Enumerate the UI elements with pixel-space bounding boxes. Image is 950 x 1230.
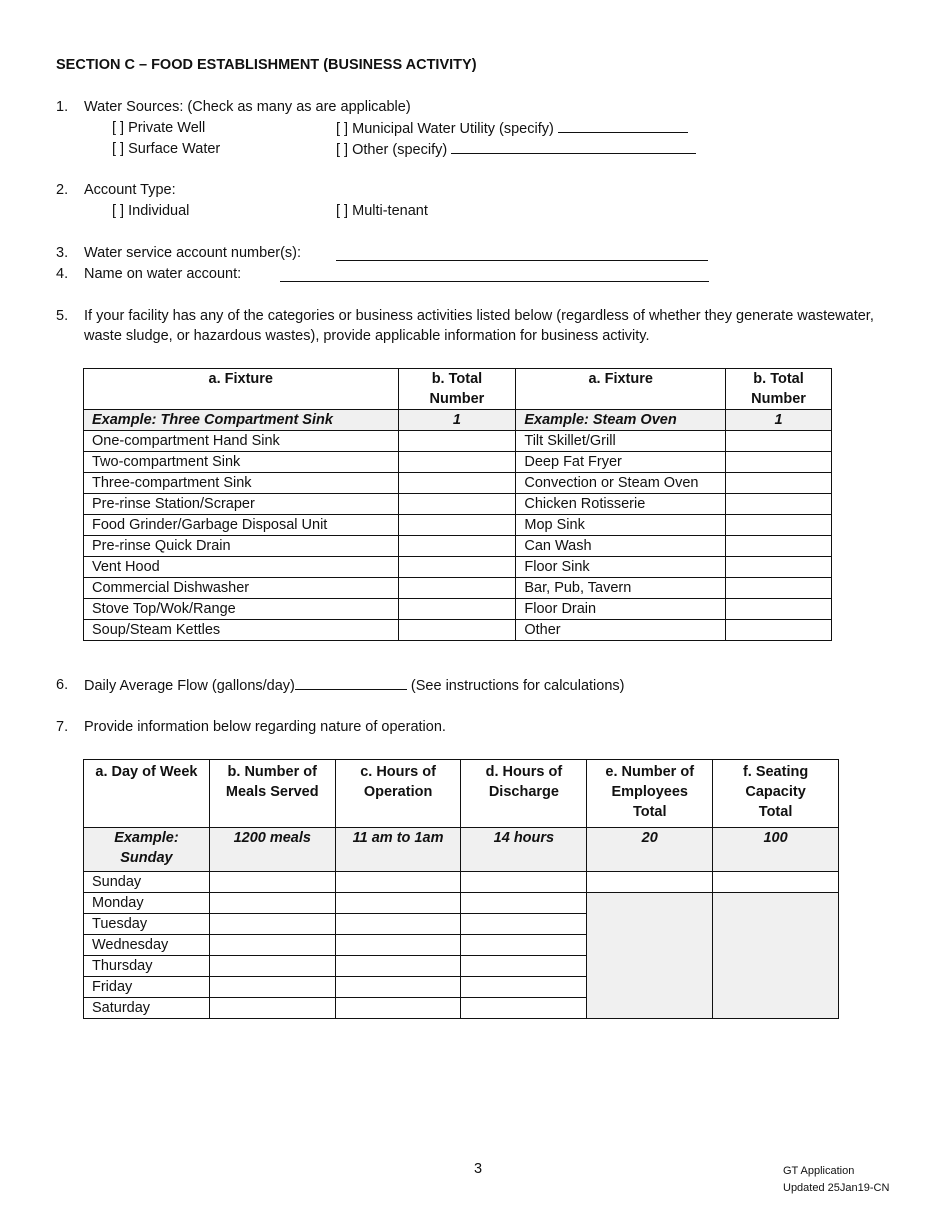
fixture-row [84, 578, 832, 599]
section-title: SECTION C – FOOD ESTABLISHMENT (BUSINESS ACTIVITY) [56, 57, 477, 73]
account-name-field[interactable] [280, 269, 709, 282]
footer-updated: Updated 25Jan19-CN [783, 1182, 890, 1194]
checkbox-individual[interactable]: [ ] Individual [112, 203, 190, 219]
checkbox-surface-water[interactable]: [ ] Surface Water [112, 141, 221, 157]
example-employees: 20 [587, 828, 713, 872]
q5-text-line1: If your facility has any of the categories or business activities listed below (regardless of whether they generate wastewater, [84, 308, 874, 324]
day-label: Sunday [84, 872, 210, 893]
fixture-row [84, 557, 832, 578]
hours-discharge-cell[interactable] [461, 872, 587, 893]
checkbox-other-source[interactable] [336, 141, 696, 158]
fixture-name-right: Deep Fat Fryer [516, 452, 726, 473]
fixture-count-right[interactable] [726, 620, 832, 641]
fixture-row [84, 599, 832, 620]
header-day-of-week-line: a. Day of Week [95, 764, 198, 780]
fixture-name-right: Mop Sink [516, 515, 726, 536]
example-fixture-left: Example: Three Compartment Sink [84, 410, 399, 431]
hours-operation-cell[interactable] [335, 914, 461, 935]
operation-day-row [84, 893, 839, 914]
example-total-right: 1 [726, 410, 832, 431]
example-hours-discharge: 14 hours [461, 828, 587, 872]
fixture-table [83, 368, 832, 641]
header-total-left [398, 369, 516, 410]
fixture-count-left[interactable] [398, 599, 516, 620]
fixture-name-left: Two-compartment Sink [84, 452, 399, 473]
fixture-count-right[interactable] [726, 473, 832, 494]
employees-cell[interactable] [587, 872, 713, 893]
hours-discharge-cell[interactable] [461, 977, 587, 998]
checkbox-municipal-water[interactable] [336, 120, 688, 137]
q6-note: (See instructions for calculations) [410, 678, 625, 694]
operation-example-row [84, 828, 839, 872]
example-fixture-right: Example: Steam Oven [516, 410, 726, 431]
fixture-name-left: Pre-rinse Station/Scraper [84, 494, 399, 515]
fixture-name-left: Vent Hood [84, 557, 399, 578]
fixture-name-left: Stove Top/Wok/Range [84, 599, 399, 620]
fixture-count-right[interactable] [726, 494, 832, 515]
q7-number: 7. [56, 719, 69, 735]
hours-operation-cell[interactable] [335, 956, 461, 977]
example-day-line1: Example: [114, 830, 179, 846]
fixture-name-left: Food Grinder/Garbage Disposal Unit [84, 515, 399, 536]
header-total-right-line1: b. Total [753, 371, 804, 387]
meals-served-cell[interactable] [209, 998, 335, 1019]
operation-table [83, 759, 839, 1019]
example-meals: 1200 meals [209, 828, 335, 872]
q1-label: Water Sources: (Check as many as are applicable) [84, 99, 411, 115]
hours-discharge-cell[interactable] [461, 998, 587, 1019]
hours-discharge-cell[interactable] [461, 893, 587, 914]
fixture-count-right[interactable] [726, 557, 832, 578]
hours-discharge-cell[interactable] [461, 935, 587, 956]
fixture-name-left: Soup/Steam Kettles [84, 620, 399, 641]
fixture-name-right: Floor Drain [516, 599, 726, 620]
hours-operation-cell[interactable] [335, 872, 461, 893]
fixture-count-left[interactable] [398, 557, 516, 578]
fixture-name-left: Three-compartment Sink [84, 473, 399, 494]
q2-number: 2. [56, 182, 69, 198]
fixture-count-left[interactable] [398, 620, 516, 641]
header-employees-line: Employees [611, 784, 689, 800]
fixture-count-right[interactable] [726, 431, 832, 452]
q4-label: Name on water account: [84, 266, 242, 282]
header-hours-operation-line: c. Hours of [360, 764, 436, 780]
fixture-row [84, 473, 832, 494]
q7-label: Provide information below regarding nature of operation. [84, 719, 446, 735]
header-fixture-right [516, 369, 726, 410]
hours-discharge-cell[interactable] [461, 956, 587, 977]
header-meals-served-line: Meals Served [225, 784, 319, 800]
other-specify-field[interactable] [451, 141, 696, 154]
seating-cell[interactable] [713, 872, 839, 893]
fixture-row [84, 431, 832, 452]
fixture-row [84, 536, 832, 557]
fixture-count-left[interactable] [398, 536, 516, 557]
checkbox-multi-tenant[interactable]: [ ] Multi-tenant [336, 203, 428, 219]
header-employees-line: Total [632, 804, 667, 820]
fixture-name-left: Pre-rinse Quick Drain [84, 536, 399, 557]
header-fixture-left [84, 369, 399, 410]
q4-number: 4. [56, 266, 69, 282]
header-total-left-line1: b. Total [431, 371, 483, 387]
header-total-right-line2: Number [751, 391, 806, 407]
example-day [84, 828, 210, 872]
day-label: Friday [84, 977, 210, 998]
fixture-row [84, 452, 832, 473]
q5-text-line2: waste sludge, or hazardous wastes), provide applicable information for business activity. [84, 328, 650, 344]
header-employees [587, 760, 713, 828]
fixture-name-right: Convection or Steam Oven [516, 473, 726, 494]
header-hours-discharge-line: d. Hours of [485, 764, 563, 780]
day-label: Thursday [84, 956, 210, 977]
fixture-count-left[interactable] [398, 473, 516, 494]
day-label: Saturday [84, 998, 210, 1019]
meals-served-cell[interactable] [209, 893, 335, 914]
page-number: 3 [474, 1161, 483, 1177]
header-fixture-right-text: a. Fixture [588, 371, 653, 387]
fixture-count-left[interactable] [398, 578, 516, 599]
fixture-row [84, 494, 832, 515]
header-hours-operation [335, 760, 461, 828]
example-seating: 100 [713, 828, 839, 872]
header-fixture-left-text: a. Fixture [208, 371, 273, 387]
q3-number: 3. [56, 245, 69, 261]
footer-doc-name: GT Application [783, 1165, 855, 1177]
header-seating-line: Total [758, 804, 793, 820]
operation-day-row [84, 872, 839, 893]
fixture-name-left: Commercial Dishwasher [84, 578, 399, 599]
meals-served-cell[interactable] [209, 914, 335, 935]
hours-operation-cell[interactable] [335, 893, 461, 914]
fixture-count-left[interactable] [398, 515, 516, 536]
checkbox-municipal-label: [ ] Municipal Water Utility (specify) [336, 121, 554, 137]
fixture-count-right[interactable] [726, 536, 832, 557]
header-hours-discharge [461, 760, 587, 828]
q6-number: 6. [56, 677, 69, 693]
q6-row [84, 677, 625, 694]
fixture-name-right: Can Wash [516, 536, 726, 557]
q2-label: Account Type: [84, 182, 176, 198]
meals-served-cell[interactable] [209, 977, 335, 998]
fixture-count-right[interactable] [726, 599, 832, 620]
operation-table-header [84, 760, 839, 828]
fixture-name-right: Chicken Rotisserie [516, 494, 726, 515]
fixture-row [84, 515, 832, 536]
seating-merged-cell [713, 893, 839, 1019]
fixture-name-left: One-compartment Hand Sink [84, 431, 399, 452]
hours-operation-cell[interactable] [335, 977, 461, 998]
q3-label: Water service account number(s): [84, 245, 302, 261]
meals-served-cell[interactable] [209, 956, 335, 977]
meals-served-cell[interactable] [209, 872, 335, 893]
meals-served-cell[interactable] [209, 935, 335, 956]
header-hours-discharge-line: Discharge [488, 784, 559, 800]
fixture-name-right: Bar, Pub, Tavern [516, 578, 726, 599]
day-label: Tuesday [84, 914, 210, 935]
fixture-name-right: Tilt Skillet/Grill [516, 431, 726, 452]
fixture-count-left[interactable] [398, 494, 516, 515]
checkbox-other-label: [ ] Other (specify) [336, 142, 448, 158]
checkbox-private-well[interactable]: [ ] Private Well [112, 120, 206, 136]
q5-number: 5. [56, 308, 69, 324]
header-total-right [726, 369, 832, 410]
header-meals-served [209, 760, 335, 828]
hours-discharge-cell[interactable] [461, 914, 587, 935]
daily-flow-field[interactable] [295, 677, 407, 690]
fixture-count-left[interactable] [398, 452, 516, 473]
header-seating [713, 760, 839, 828]
header-meals-served-line: b. Number of [227, 764, 317, 780]
q6-label: Daily Average Flow (gallons/day) [84, 678, 295, 694]
example-day-line2: Sunday [120, 850, 173, 866]
header-hours-operation-line: Operation [363, 784, 433, 800]
header-total-left-line2: Number [429, 391, 485, 407]
example-total-left: 1 [398, 410, 516, 431]
hours-operation-cell[interactable] [335, 998, 461, 1019]
header-day-of-week [84, 760, 210, 828]
fixture-row [84, 620, 832, 641]
header-seating-line: Capacity [745, 784, 806, 800]
fixture-example-row [84, 410, 832, 431]
fixture-count-right[interactable] [726, 515, 832, 536]
day-label: Monday [84, 893, 210, 914]
example-hours-operation: 11 am to 1am [335, 828, 461, 872]
header-employees-line: e. Number of [605, 764, 695, 780]
municipal-specify-field[interactable] [558, 120, 688, 133]
employees-merged-cell [587, 893, 713, 1019]
day-label: Wednesday [84, 935, 210, 956]
fixture-table-header [84, 369, 832, 410]
q1-number: 1. [56, 99, 69, 115]
fixture-name-right: Floor Sink [516, 557, 726, 578]
fixture-name-right: Other [516, 620, 726, 641]
header-seating-line: f. Seating [742, 764, 809, 780]
account-number-field[interactable] [336, 248, 708, 261]
fixture-count-right[interactable] [726, 578, 832, 599]
fixture-count-left[interactable] [398, 431, 516, 452]
fixture-count-right[interactable] [726, 452, 832, 473]
hours-operation-cell[interactable] [335, 935, 461, 956]
